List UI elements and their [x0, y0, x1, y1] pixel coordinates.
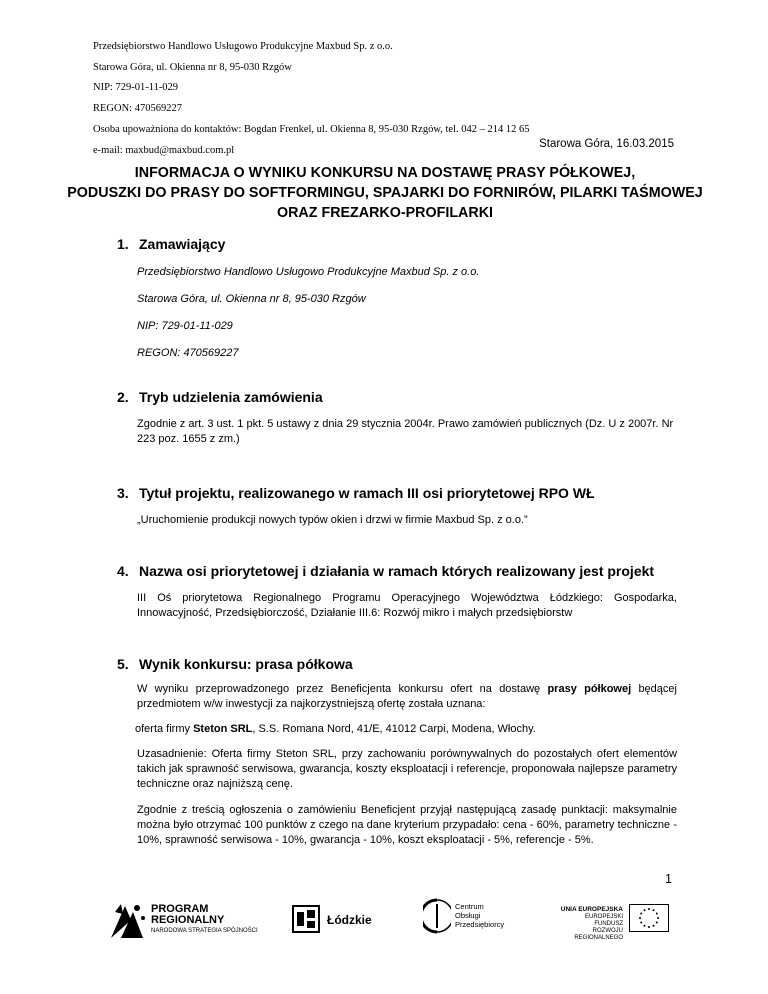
ue-line-1: UNIA EUROPEJSKA [560, 906, 623, 913]
s5-p2-text: oferta firmy [135, 723, 194, 735]
section-3-number: 3. [117, 485, 129, 501]
footer-logos [95, 888, 685, 963]
s4-text: III Oś priorytetowa Regionalnego Programu Operacyjnego Województwa Łódzkiego: Gospodarka, Innowacyjność, Przedsiębiorczość, Działanie III.6: Rozwój mikro i małych przedsiębiorstw [137, 592, 677, 619]
s3-text: „Uruchomienie produkcji nowych typów okien i drzwi w firmie Maxbud Sp. z o.o.” [137, 514, 528, 526]
s5-p1-text-end: będącej przedmiotem w/w inwestycji za najkorzystniejszą ofertę została uznana: [137, 683, 677, 710]
program-regionalny-icon [107, 900, 147, 942]
title-line-3: ORAZ FREZARKO-PROFILARKI [276, 205, 494, 221]
letterhead-company: Przedsiębiorstwo Handlowo Usługowo Produkcyjne Maxbud Sp. z o.o. [93, 41, 393, 52]
section-4-title: Nazwa osi priorytetowej i działania w ramach których realizowany jest projekt [139, 563, 655, 579]
section-5-heading [117, 656, 353, 672]
section-1-heading [117, 236, 225, 252]
section-3-title: Tytuł projektu, realizowanego w ramach III osi priorytetowej RPO WŁ [139, 485, 595, 501]
s5-p2-bold: Steton SRL [193, 723, 253, 735]
lodzkie-label: Łódzkie [327, 913, 372, 927]
section-5-number: 5. [117, 656, 129, 672]
document-date: Starowa Góra, 16.03.2015 [539, 138, 674, 150]
s1-company: Przedsiębiorstwo Handlowo Usługowo Produkcyjne Maxbud Sp. z o.o. [137, 266, 480, 278]
centrum-obslugi-icon [423, 896, 451, 936]
page-number: 1 [665, 872, 672, 886]
section-3-heading [117, 485, 595, 501]
ue-line-3: ROZWOJU REGIONALNEGO [574, 928, 623, 941]
letterhead-regon: REGON: 470569227 [93, 103, 182, 115]
program-regionalny-logo [107, 900, 258, 945]
title-line-2: PODUSZKI DO PRASY DO SOFTFORMINGU, SPAJARKI DO FORNIRÓW, PILARKI TAŚMOWEJ [67, 185, 703, 201]
section-5-title: Wynik konkursu: prasa półkowa [139, 656, 353, 672]
section-2-heading [117, 389, 323, 405]
ue-line-2: EUROPEJSKI FUNDUSZ [584, 914, 623, 927]
program-line-1: PROGRAM [151, 903, 209, 915]
centrum-line-2: Obsługi [455, 911, 481, 920]
letterhead-address: Starowa Góra, ul. Okienna nr 8, 95-030 Rzgów [93, 61, 292, 73]
section-1-title: Zamawiający [139, 236, 226, 252]
eu-flag-icon [629, 904, 669, 932]
s5-p2-text-end: , S.S. Romana Nord, 41/E, 41012 Carpi, Modena, Włochy. [252, 723, 536, 735]
s5-p1-bold: prasy półkowej [547, 683, 632, 695]
s5-paragraph-1 [137, 682, 677, 712]
section-4-heading [117, 563, 654, 579]
s1-address: Starowa Góra, ul. Okienna nr 8, 95-030 Rzgów [137, 293, 366, 305]
program-line-2: REGIONALNY [151, 914, 225, 926]
letterhead-nip: NIP: 729-01-11-029 [93, 82, 179, 94]
centrum-line-3: Przedsiębiorcy [455, 920, 505, 929]
section-2-title: Tryb udzielenia zamówienia [139, 389, 323, 405]
s5-p1-text: W wyniku przeprowadzonego przez Beneficjenta konkursu ofert na dostawę [137, 683, 548, 695]
s2-text: Zgodnie z art. 3 ust. 1 pkt. 5 ustawy z dnia 29 stycznia 2004r. Prawo zamówień publicznych (Dz. U z 2007r. Nr 223 poz. 1655 z zm.) [137, 418, 674, 445]
section-4-number: 4. [117, 563, 129, 579]
section-1-body [137, 265, 677, 361]
letterhead-contact: Osoba upoważniona do kontaktów: Bogdan Frenkel, ul. Okienna 8, 95-030 Rzgów, tel. 042 – 214 12 65 [93, 123, 530, 135]
s5-paragraph-2 [135, 722, 675, 737]
centrum-line-1: Centrum [455, 902, 484, 911]
s1-nip: NIP: 729-01-11-029 [137, 320, 233, 332]
s1-regon: REGON: 470569227 [137, 347, 239, 359]
section-2-number: 2. [117, 389, 129, 405]
letterhead-email: e-mail: maxbud@maxbud.com.pl [93, 144, 235, 156]
unia-europejska-logo [557, 902, 685, 942]
s5-paragraph-4: Zgodnie z treścią ogłoszenia o zamówieniu Beneficjent przyjął następującą zasadę punktacji: maksymalnie można było otrzymać 100 punktów z czego na dane kryterium przypadało: cena - 60%, parametry techniczne - 10%, sprawność serwisowa - 10%, gwarancja - 10%, koszt eksploatacji - 5%, referencje - 5%. [137, 804, 677, 846]
title-line-1: INFORMACJA O WYNIKU KONKURSU NA DOSTAWĘ PRASY PÓŁKOWEJ, [134, 165, 636, 181]
program-line-3: NARODOWA STRATEGIA SPÓJNOŚCI [151, 928, 258, 934]
lodzkie-logo [291, 904, 381, 944]
centrum-obslugi-logo [423, 896, 513, 944]
s5-paragraph-3: Uzasadnienie: Oferta firmy Steton SRL, przy zachowaniu porównywalnych do pozostałych ofert elementów takich jak sprawność serwisowa, gwarancja, koszty eksploatacji i referencje, proponowała najlepsze parametry techniczne oraz najniższą cenę. [137, 748, 677, 790]
lodzkie-icon [291, 904, 321, 934]
section-1-number: 1. [117, 236, 129, 252]
document-title [60, 163, 710, 223]
